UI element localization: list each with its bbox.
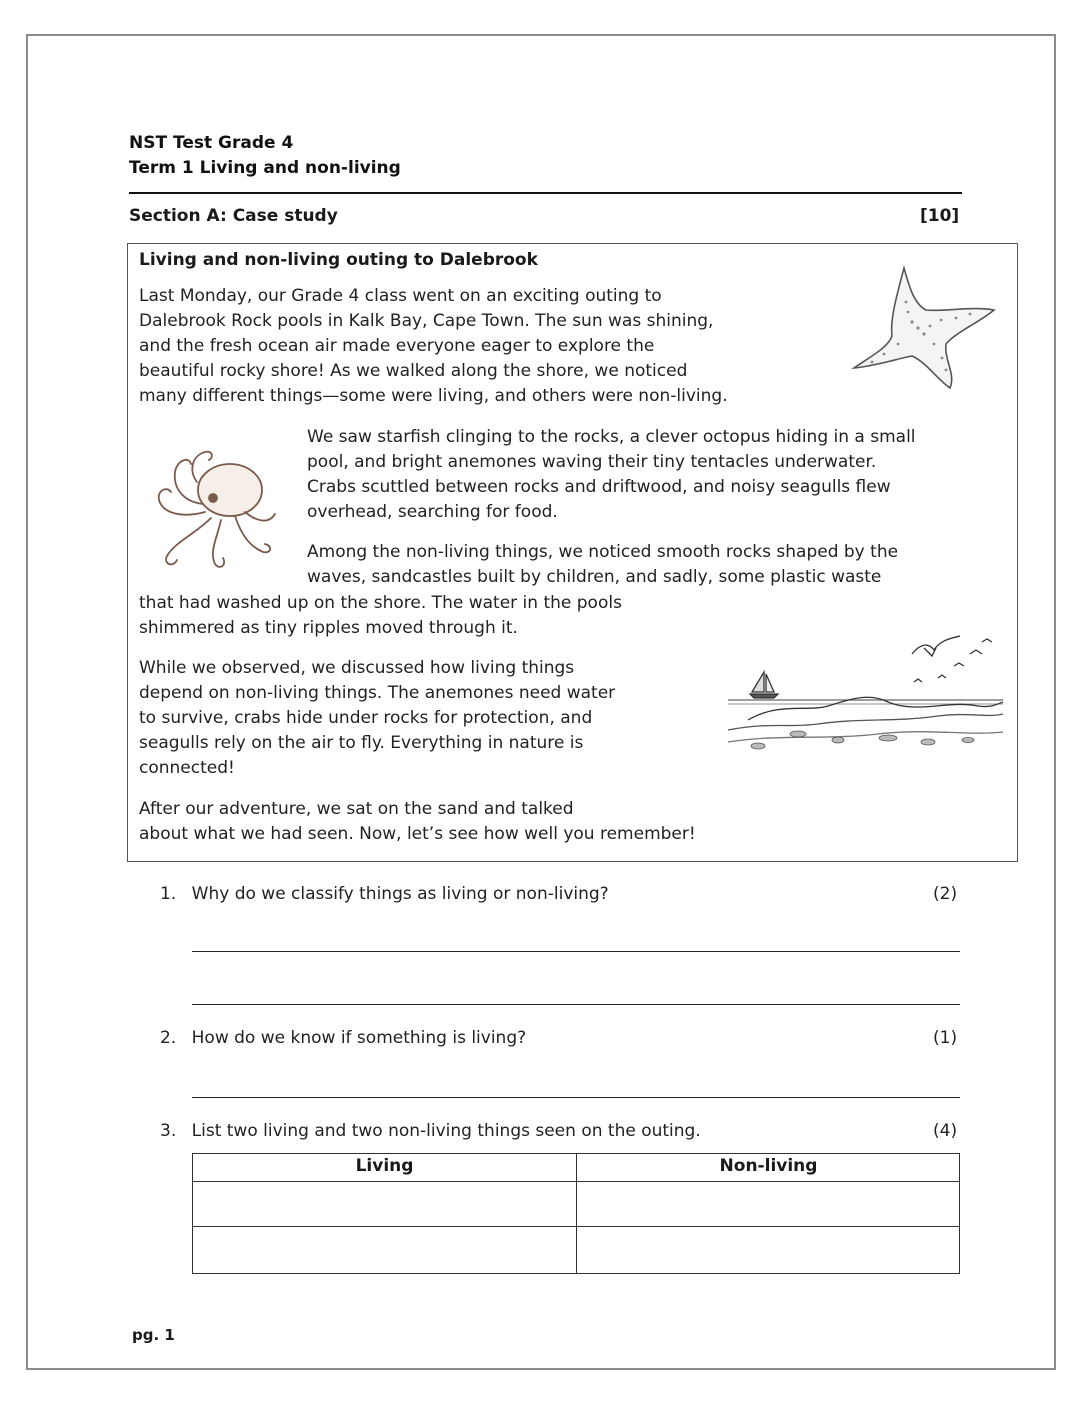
case-study-title: Living and non-living outing to Dalebrook <box>139 250 538 270</box>
text-line: connected! <box>139 758 235 778</box>
case-study-paragraph-5 <box>139 797 696 847</box>
question-3-marks: (4) <box>933 1121 958 1141</box>
question-number: 1. <box>160 884 177 904</box>
text-line: shimmered as tiny ripples moved through it. <box>139 618 518 638</box>
answer-table <box>192 1153 960 1274</box>
text-line: We saw starfish clinging to the rocks, a clever octopus hiding in a small <box>307 427 916 447</box>
case-study-paragraph-3a <box>307 540 898 590</box>
text-line: many different things—some were living, and others were non-living. <box>139 386 728 406</box>
table-cell-non-living-1[interactable] <box>577 1182 960 1226</box>
text-line: Last Monday, our Grade 4 class went on an exciting outing to <box>139 286 662 306</box>
seashore-illustration <box>728 630 1003 760</box>
question-1-marks: (2) <box>933 884 958 904</box>
section-heading: Section A: Case study <box>129 206 338 226</box>
text-line: to survive, crabs hide under rocks for protection, and <box>139 708 593 728</box>
test-subtitle: Term 1 Living and non-living <box>129 158 401 178</box>
answer-line[interactable] <box>192 951 960 952</box>
section-marks: [10] <box>920 206 960 226</box>
column-header-non-living: Non-living <box>719 1156 818 1176</box>
text-line: After our adventure, we sat on the sand and talked <box>139 799 574 819</box>
question-2-marks: (1) <box>933 1028 958 1048</box>
question-2 <box>160 1028 526 1048</box>
table-cell-non-living-2[interactable] <box>577 1227 960 1272</box>
test-title: NST Test Grade 4 <box>129 133 294 153</box>
starfish-illustration <box>846 262 1006 392</box>
column-header-living: Living <box>355 1156 414 1176</box>
text-line: overhead, searching for food. <box>307 502 558 522</box>
text-line: depend on non-living things. The anemones need water <box>139 683 616 703</box>
text-line: pool, and bright anemones waving their tiny tentacles underwater. <box>307 452 877 472</box>
case-study-paragraph-1 <box>139 284 728 409</box>
question-text: List two living and two non-living things seen on the outing. <box>191 1121 701 1141</box>
question-1 <box>160 884 609 904</box>
text-line: about what we had seen. Now, let’s see how well you remember! <box>139 824 696 844</box>
text-line: beautiful rocky shore! As we walked along the shore, we noticed <box>139 361 688 381</box>
text-line: Crabs scuttled between rocks and driftwood, and noisy seagulls flew <box>307 477 891 497</box>
table-cell-living-1[interactable] <box>193 1182 576 1226</box>
question-number: 3. <box>160 1121 177 1141</box>
text-line: Among the non-living things, we noticed smooth rocks shaped by the <box>307 542 899 562</box>
page-number: pg. 1 <box>132 1326 175 1344</box>
text-line: Dalebrook Rock pools in Kalk Bay, Cape Town. The sun was shining, <box>139 311 714 331</box>
text-line: While we observed, we discussed how living things <box>139 658 575 678</box>
text-line: seagulls rely on the air to fly. Everything in nature is <box>139 733 584 753</box>
answer-line[interactable] <box>192 1097 960 1098</box>
case-study-paragraph-4 <box>139 656 615 781</box>
question-text: How do we know if something is living? <box>191 1028 527 1048</box>
question-text: Why do we classify things as living or non-living? <box>191 884 609 904</box>
text-line: waves, sandcastles built by children, and sadly, some plastic waste <box>307 567 882 587</box>
question-number: 2. <box>160 1028 177 1048</box>
text-line: and the fresh ocean air made everyone eager to explore the <box>139 336 655 356</box>
octopus-illustration <box>145 442 280 572</box>
case-study-paragraph-3b <box>139 591 622 641</box>
text-line: that had washed up on the shore. The water in the pools <box>139 593 622 613</box>
question-3 <box>160 1121 701 1141</box>
header-rule <box>129 192 962 194</box>
case-study-paragraph-2 <box>307 425 916 525</box>
table-cell-living-2[interactable] <box>193 1227 576 1272</box>
answer-line[interactable] <box>192 1004 960 1005</box>
